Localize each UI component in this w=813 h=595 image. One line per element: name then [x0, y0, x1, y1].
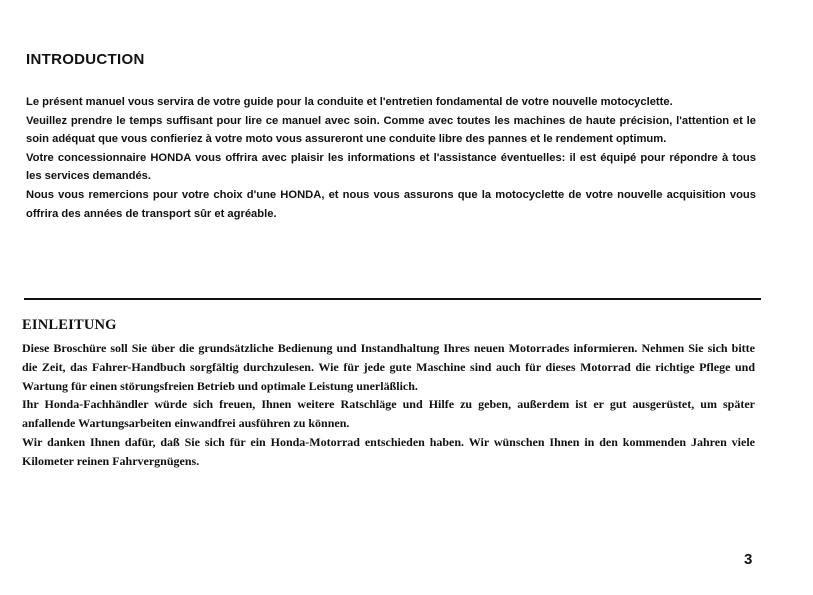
german-section-body — [22, 339, 755, 471]
german-section-title: EINLEITUNG — [22, 317, 117, 333]
page-number: 3 — [744, 551, 753, 568]
french-paragraph: Votre concessionnaire HONDA vous offrira avec plaisir les informations et l'assistance éventuelles: il est équipé pour répondre à tous les services demandés. — [26, 151, 756, 183]
french-paragraph: Nous vous remercions pour votre choix d'une HONDA, et nous vous assurons que la motocyclette de votre nouvelle acquisition vous offrira des années de transport sûr et agréable. — [26, 188, 756, 220]
french-paragraph: Le présent manuel vous servira de votre guide pour la conduite et l'entretien fondamental de votre nouvelle motocyclette. — [26, 96, 673, 108]
german-paragraph: Wir danken Ihnen dafür, daß Sie sich für ein Honda-Motorrad entschieden haben. Wir wünschen Ihnen in den kommenden Jahren viele Kilometer reinen Fahrvergnügens. — [22, 434, 755, 468]
section-divider — [24, 298, 761, 300]
french-section-body — [26, 93, 756, 223]
french-paragraph: Veuillez prendre le temps suffisant pour lire ce manuel avec soin. Comme avec toutes les machines de haute précision, l'attention et le soin adéquat que vous confieriez à votre moto vous assureront une conduite libre des pannes et le rendement optimum. — [26, 114, 756, 146]
french-section-title: INTRODUCTION — [26, 51, 145, 68]
german-paragraph: Ihr Honda-Fachhändler würde sich freuen, Ihnen weitere Ratschläge und Hilfe zu geben, außerdem ist er gut ausgerüstet, um später anfallende Wartungsarbeiten einwandfrei ausführen zu können. — [22, 397, 755, 431]
german-paragraph: Diese Broschüre soll Sie über die grundsätzliche Bedienung und Instandhaltung Ihres neuen Motorrades informieren. Nehmen Sie sich bitte die Zeit, das Fahrer-Handbuch sorgfältig durchzulesen. Wie für jede gute Maschine sind auch für dieses Motorrad die richtige Pflege und Wartung für einen störungsfreien Betrieb und optimale Leistung unerläßlich. — [22, 341, 755, 393]
